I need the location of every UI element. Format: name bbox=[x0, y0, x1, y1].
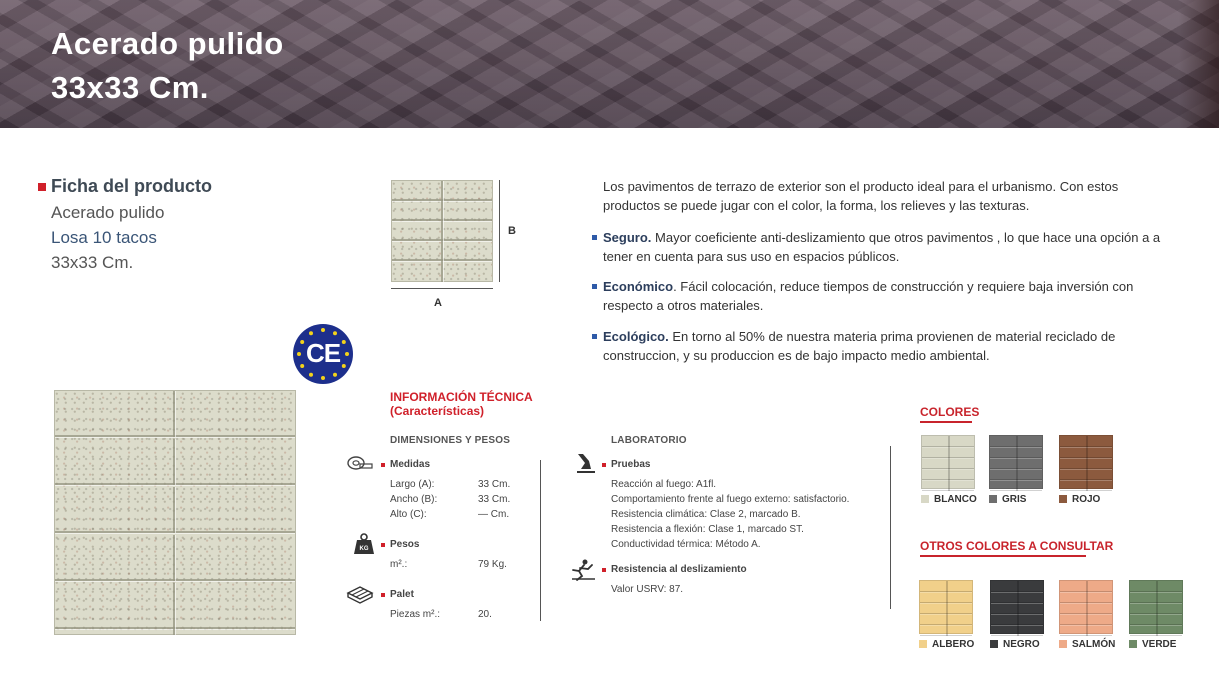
dimension-b-label: B bbox=[508, 225, 516, 237]
pesos-value: 79 Kg. bbox=[478, 559, 507, 570]
color-name: BLANCO bbox=[934, 494, 977, 505]
largo-key: Largo (A): bbox=[390, 479, 435, 490]
banner-title bbox=[51, 22, 284, 110]
palet-key: Piezas m².: bbox=[390, 609, 441, 620]
point-text: Mayor coeficiente anti-deslizamiento que otros pavimentos , lo que hace una opción a a tener en cuenta para sus uso en espacios públicos. bbox=[603, 230, 1161, 264]
other-colors-title-text: OTROS COLORES A CONSULTAR bbox=[920, 539, 1114, 553]
tile-diagram bbox=[391, 180, 493, 282]
swatch-negro bbox=[990, 580, 1044, 634]
color-chip bbox=[1129, 640, 1137, 648]
description-point-economico bbox=[603, 277, 1178, 315]
header-banner bbox=[0, 0, 1219, 128]
ancho-value: 33 Cm. bbox=[478, 494, 511, 505]
alto-key: Alto (C): bbox=[390, 509, 427, 520]
color-name: NEGRO bbox=[1003, 639, 1040, 650]
swatch-salmón bbox=[1059, 580, 1113, 634]
ce-mark-logo bbox=[293, 324, 353, 384]
point-text: . Fácil colocación, reduce tiempos de construcción y requiere baja inversión con respecto a otros materiales. bbox=[603, 279, 1134, 313]
blue-square-bullet bbox=[592, 235, 597, 240]
product-name: Acerado pulido bbox=[51, 203, 165, 222]
column-divider bbox=[540, 460, 541, 621]
colors-title-underline bbox=[920, 421, 972, 423]
swatch-label-blanco bbox=[921, 494, 977, 505]
deslizamiento-value: Valor USRV: 87. bbox=[611, 584, 684, 595]
color-name: SALMÓN bbox=[1072, 639, 1116, 650]
product-type: Losa 10 tacos bbox=[51, 228, 157, 247]
description-point-seguro bbox=[603, 228, 1178, 266]
dimension-b-line bbox=[499, 180, 500, 282]
ancho-key: Ancho (B): bbox=[390, 494, 438, 505]
pruebas-item: Reacción al fuego: A1fl. bbox=[611, 479, 717, 490]
swatch-rojo bbox=[1059, 435, 1113, 489]
swatch-blanco bbox=[921, 435, 975, 489]
slip-resistance-icon bbox=[570, 559, 596, 581]
description-intro: Los pavimentos de terrazo de exterior son el producto ideal para el urbanismo. Con estos productos se puede jugar con el color, la forma, los relieves y las texturas. bbox=[603, 179, 1119, 213]
tech-info-title-line1: INFORMACIÓN TÉCNICA bbox=[390, 390, 533, 404]
color-name: ALBERO bbox=[932, 639, 975, 650]
lab-test-icon bbox=[575, 452, 597, 474]
ce-text: CE bbox=[305, 338, 341, 368]
dimension-a-line bbox=[391, 288, 493, 289]
swatch-label-verde bbox=[1129, 639, 1176, 650]
swatch-label-negro bbox=[990, 639, 1040, 650]
banner-title-line1: Acerado pulido bbox=[51, 26, 284, 61]
palet-value: 20. bbox=[478, 609, 492, 620]
swatch-label-albero bbox=[919, 639, 974, 650]
product-size: 33x33 Cm. bbox=[51, 253, 134, 272]
swatch-albero bbox=[919, 580, 973, 634]
tech-info-title bbox=[390, 390, 533, 418]
dimension-a-label: A bbox=[434, 297, 442, 309]
color-chip bbox=[990, 640, 998, 648]
color-name: VERDE bbox=[1142, 639, 1177, 650]
svg-text:KG: KG bbox=[359, 546, 369, 552]
medidas-label: Medidas bbox=[390, 459, 431, 470]
color-chip bbox=[1059, 495, 1067, 503]
tile-photo bbox=[54, 390, 296, 635]
colors-title-text: COLORES bbox=[920, 405, 980, 419]
tape-measure-icon bbox=[347, 455, 373, 471]
color-chip bbox=[919, 640, 927, 648]
color-name: ROJO bbox=[1072, 494, 1101, 505]
point-title: Seguro. bbox=[603, 230, 652, 245]
point-title: Económico bbox=[603, 279, 674, 294]
swatch-label-gris bbox=[989, 494, 1026, 505]
description-point-ecologico bbox=[603, 327, 1178, 365]
blue-square-bullet bbox=[592, 284, 597, 289]
other-colors-title-underline bbox=[920, 555, 1086, 557]
pruebas-list bbox=[611, 477, 849, 552]
pruebas-item: Comportamiento frente al fuego externo: satisfactorio. bbox=[611, 494, 850, 505]
laboratorio-heading: LABORATORIO bbox=[611, 435, 687, 446]
blue-square-bullet bbox=[592, 334, 597, 339]
weight-kg-icon bbox=[354, 533, 374, 555]
red-square-bullet bbox=[38, 183, 46, 191]
color-chip bbox=[989, 495, 997, 503]
swatch-gris bbox=[989, 435, 1043, 489]
point-text: En torno al 50% de nuestra materia prima provienen de material reciclado de construccion, y su produccion es de bajo impacto medio ambiental. bbox=[603, 329, 1116, 363]
swatch-label-rojo bbox=[1059, 494, 1100, 505]
swatch-verde bbox=[1129, 580, 1183, 634]
colors-title bbox=[920, 405, 979, 419]
alto-value: — Cm. bbox=[478, 509, 510, 520]
product-sheet-heading: Ficha del producto bbox=[51, 176, 213, 196]
pallet-icon bbox=[346, 585, 374, 605]
banner-edge-shadow bbox=[1179, 0, 1219, 128]
medidas-keys bbox=[390, 477, 437, 522]
palet-label: Palet bbox=[390, 589, 414, 600]
pruebas-item: Resistencia climática: Clase 2, marcado B. bbox=[611, 509, 801, 520]
pruebas-item: Conductividad térmica: Método A. bbox=[611, 539, 761, 550]
column-divider bbox=[890, 446, 891, 609]
other-colors-title bbox=[920, 539, 1113, 553]
pruebas-label: Pruebas bbox=[611, 459, 651, 470]
deslizamiento-label: Resistencia al deslizamiento bbox=[611, 564, 747, 575]
pesos-label: Pesos bbox=[390, 539, 420, 550]
color-chip bbox=[1059, 640, 1067, 648]
color-chip bbox=[921, 495, 929, 503]
pesos-key: m².: bbox=[390, 559, 408, 570]
dimensions-heading: DIMENSIONES Y PESOS bbox=[390, 435, 511, 446]
swatch-label-salmón bbox=[1059, 639, 1115, 650]
largo-value: 33 Cm. bbox=[478, 479, 511, 490]
tech-info-title-line2: (Características) bbox=[390, 404, 485, 418]
pruebas-item: Resistencia a flexión: Clase 1, marcado ST. bbox=[611, 524, 804, 535]
color-name: GRIS bbox=[1002, 494, 1027, 505]
point-title: Ecológico. bbox=[603, 329, 669, 344]
banner-title-line2: 33x33 Cm. bbox=[51, 70, 209, 105]
medidas-values bbox=[478, 477, 510, 522]
